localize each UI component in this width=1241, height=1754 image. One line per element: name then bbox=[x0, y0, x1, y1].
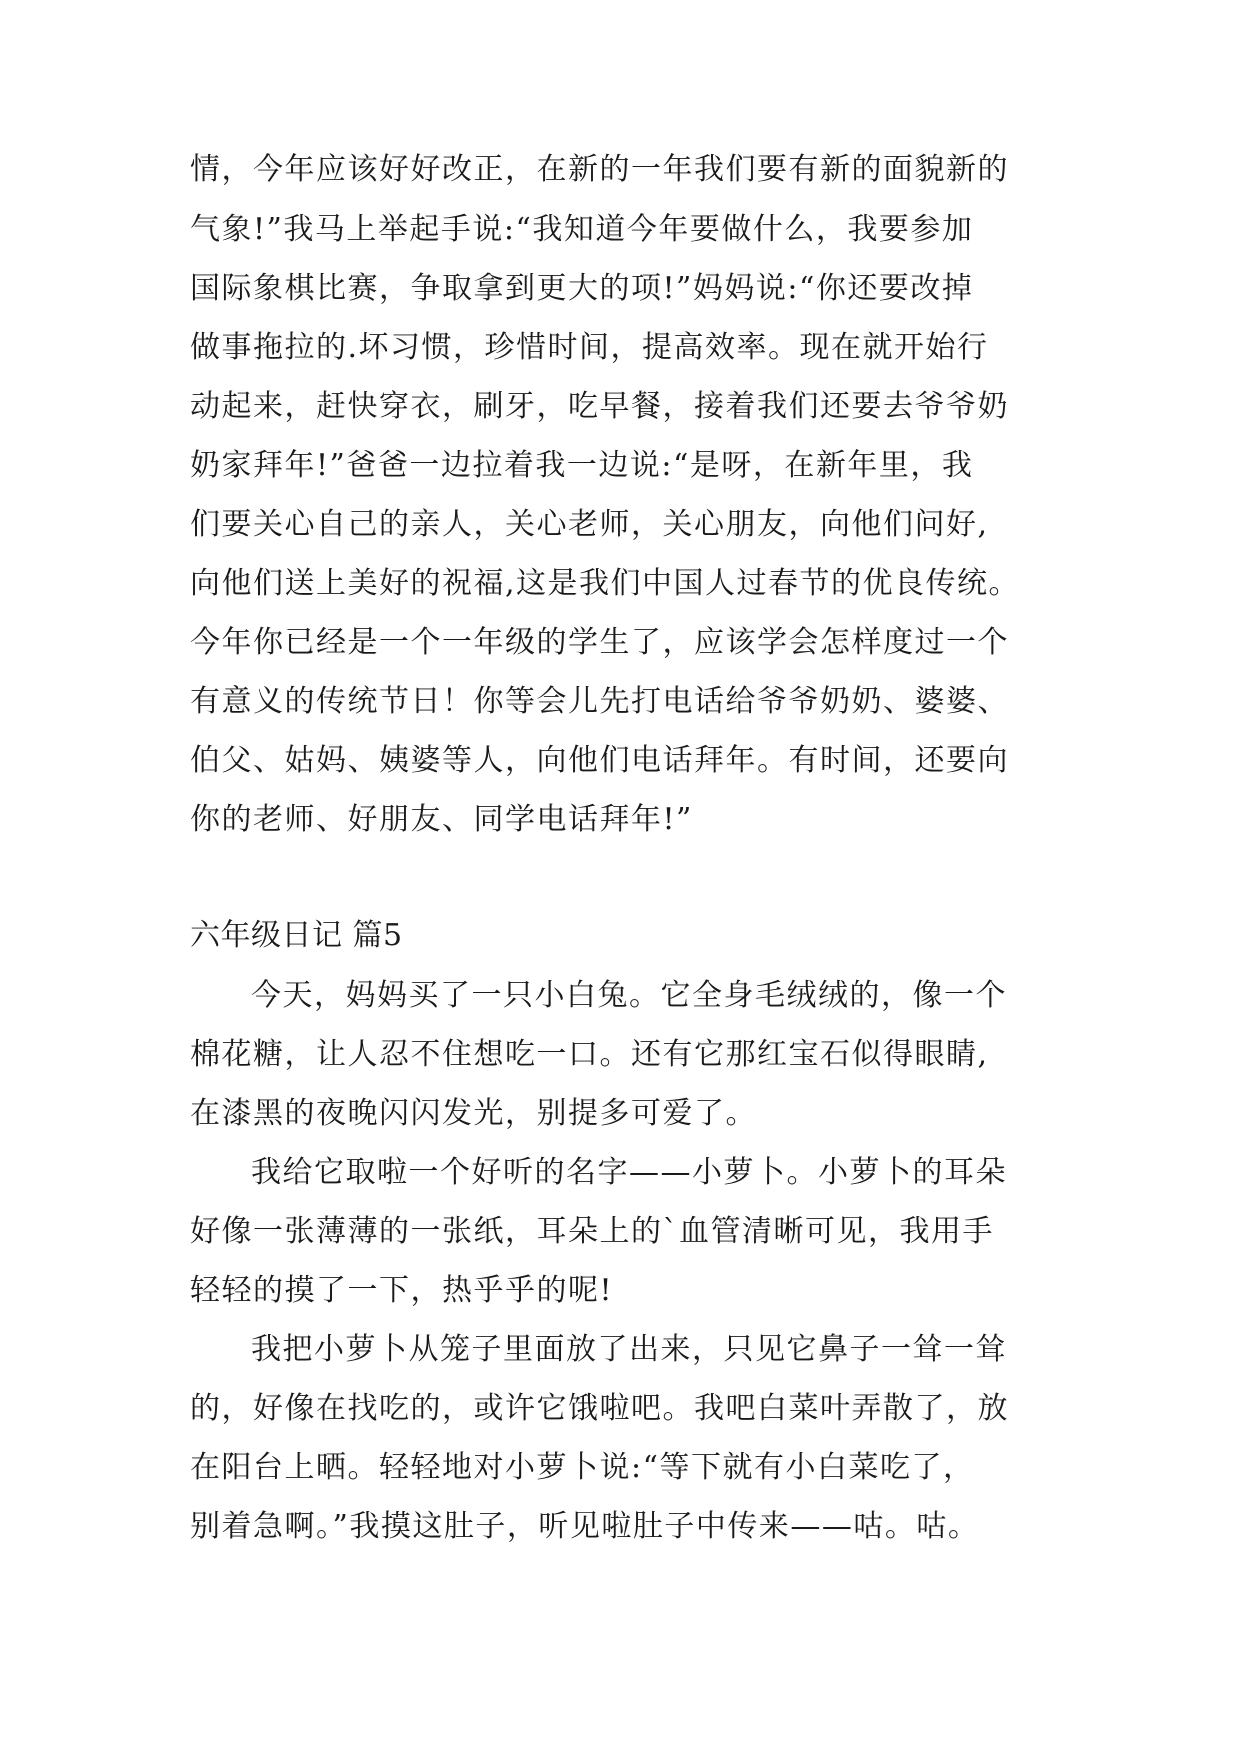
text-line: 有意义的传统节日！你等会儿先打电话给爷爷奶奶、婆婆、 bbox=[190, 684, 1009, 719]
section-heading: 六年级日记 篇5 bbox=[190, 918, 403, 953]
text-line: 棉花糖，让人忍不住想吃一口。还有它那红宝石似得眼睛, bbox=[190, 1037, 989, 1072]
text-line: 的，好像在找吃的，或许它饿啦吧。我吧白菜叶弄散了，放 bbox=[190, 1391, 1009, 1426]
text-line: 情，今年应该好好改正，在新的一年我们要有新的面貌新的 bbox=[190, 152, 1009, 187]
text-line: 动起来，赶快穿衣，刷牙，吃早餐，接着我们还要去爷爷奶 bbox=[190, 389, 1009, 424]
text-line: 好像一张薄薄的一张纸，耳朵上的`血管清晰可见，我用手 bbox=[190, 1214, 994, 1249]
text-line: 你的老师、好朋友、同学电话拜年!” bbox=[190, 802, 693, 837]
text-line: 奶家拜年!”爸爸一边拉着我一边说:“是呀，在新年里，我 bbox=[190, 448, 974, 483]
text-line: 做事拖拉的.坏习惯，珍惜时间，提高效率。现在就开始行 bbox=[190, 330, 989, 365]
paragraph-line: 我把小萝卜从笼子里面放了出来，只见它鼻子一耸一耸 bbox=[251, 1332, 1007, 1367]
text-line: 向他们送上美好的祝福,这是我们中国人过春节的优良传统。 bbox=[190, 566, 1021, 601]
text-line: 伯父、姑妈、姨婆等人，向他们电话拜年。有时间，还要向 bbox=[190, 743, 1009, 778]
text-line: 别着急啊。”我摸这肚子，听见啦肚子中传来——咕。咕。 bbox=[190, 1509, 980, 1544]
text-line: 在阳台上晒。轻轻地对小萝卜说:“等下就有小白菜吃了， bbox=[190, 1450, 975, 1485]
text-line: 气象!”我马上举起手说:“我知道今年要做什么，我要参加 bbox=[190, 212, 974, 247]
text-line: 们要关心自己的亲人，关心老师，关心朋友，向他们问好, bbox=[190, 507, 989, 542]
paragraph-line: 我给它取啦一个好听的名字——小萝卜。小萝卜的耳朵 bbox=[251, 1155, 1007, 1190]
text-line: 轻轻的摸了一下，热乎乎的呢! bbox=[190, 1273, 614, 1308]
text-line: 今年你已经是一个一年级的学生了，应该学会怎样度过一个 bbox=[190, 625, 1009, 660]
text-line: 在漆黑的夜晚闪闪发光，别提多可爱了。 bbox=[190, 1096, 757, 1131]
paragraph-line: 今天，妈妈买了一只小白兔。它全身毛绒绒的，像一个 bbox=[251, 978, 1007, 1013]
text-line: 国际象棋比赛，争取拿到更大的项!”妈妈说:“你还要改掉 bbox=[190, 271, 974, 306]
